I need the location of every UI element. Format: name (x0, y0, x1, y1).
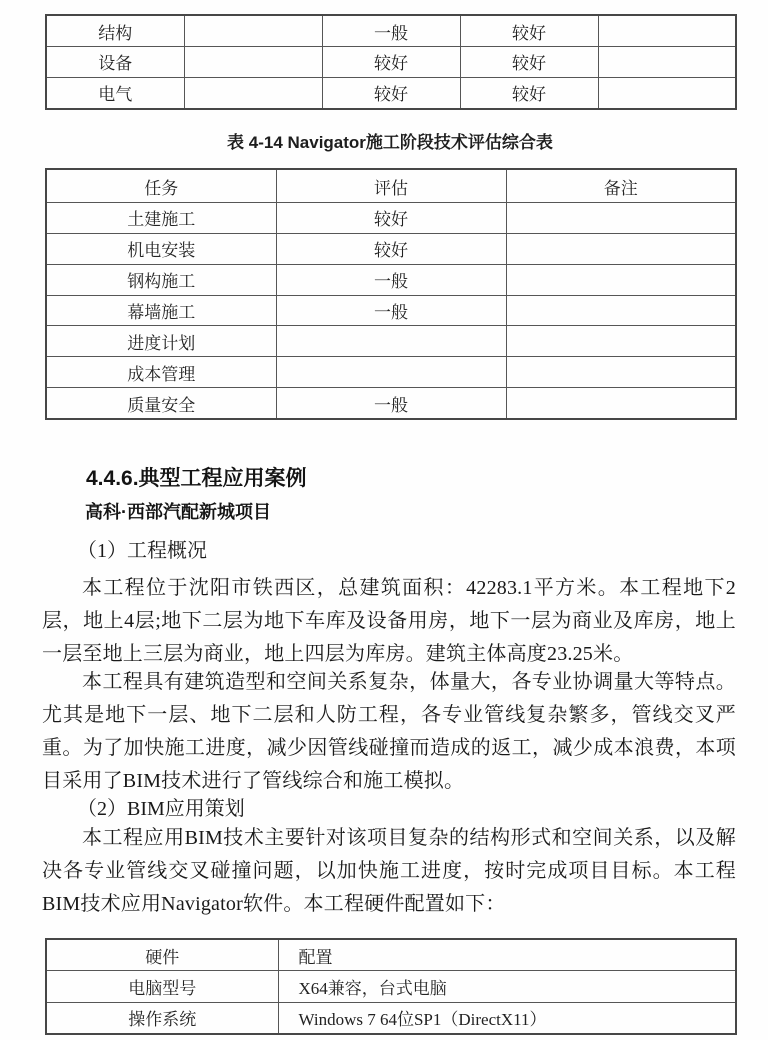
table-cell: 电气 (46, 77, 184, 109)
column-header: 配置 (278, 939, 736, 971)
section-heading: 4.4.6.典型工程应用案例 (86, 467, 307, 490)
table-cell (506, 264, 736, 295)
table-cell: 土建施工 (46, 203, 276, 234)
table-cell: 较好 (322, 77, 460, 109)
table-cell: 成本管理 (46, 357, 276, 388)
table-cell: 电脑型号 (46, 971, 278, 1002)
table-header-row (46, 169, 736, 203)
table-row (46, 388, 736, 419)
subsection-2-heading: （2）BIM应用策划 (77, 798, 245, 820)
table-cell: 较好 (460, 15, 598, 47)
paragraph-bim-planning: 本工程应用BIM技术主要针对该项目复杂的结构形式和空间关系，以及解决各专业管线交叉碰撞问题，以加快施工进度，按时完成项目目标。本工程BIM技术应用Navigator软件。本工程硬件配置如下： (42, 827, 736, 915)
table-cell: 较好 (276, 233, 506, 264)
table-cell (598, 47, 736, 78)
paragraph-project-overview-2: 本工程具有建筑造型和空间关系复杂，体量大，各专业协调量大等特点。尤其是地下一层、地下二层和人防工程，各专业管线复杂繁多，管线交叉严重。为了加快施工进度，减少因管线碰撞而造成的返工，减少成本浪费，本项目采用了BIM技术进行了管线综合和施工模拟。 (42, 671, 736, 792)
table-cell (598, 77, 736, 109)
table-row (46, 264, 736, 295)
table-row (46, 295, 736, 326)
column-header: 评估 (276, 169, 506, 203)
table-row (46, 357, 736, 388)
table-cell: 质量安全 (46, 388, 276, 419)
table-cell (506, 295, 736, 326)
column-header: 任务 (46, 169, 276, 203)
navigator-eval-table (45, 168, 737, 420)
table-cell: 一般 (276, 295, 506, 326)
table-cell (184, 47, 322, 78)
table-cell: 一般 (276, 264, 506, 295)
table-cell: 进度计划 (46, 326, 276, 357)
table-row (46, 233, 736, 264)
discipline-eval-table (45, 14, 737, 110)
table-cell (506, 388, 736, 419)
table-row (46, 47, 736, 78)
table-cell: 较好 (322, 47, 460, 78)
hardware-config-table (45, 938, 737, 1035)
table-cell (276, 326, 506, 357)
table-cell: 设备 (46, 47, 184, 78)
column-header: 备注 (506, 169, 736, 203)
subsection-1-heading: （1）工程概况 (77, 540, 207, 562)
table-cell (506, 326, 736, 357)
table-cell: 一般 (322, 15, 460, 47)
project-heading: 高科·西部汽配新城项目 (85, 502, 271, 522)
table-cell: 较好 (460, 47, 598, 78)
table-cell: X64兼容，台式电脑 (278, 971, 736, 1002)
column-header: 硬件 (46, 939, 278, 971)
table-cell: 较好 (276, 203, 506, 234)
table-caption: 表 4-14 Navigator施工阶段技术评估综合表 (227, 133, 553, 152)
table-cell (276, 357, 506, 388)
table-cell (184, 15, 322, 47)
table-row (46, 1002, 736, 1034)
table-cell (598, 15, 736, 47)
table-cell (506, 357, 736, 388)
table-cell (506, 203, 736, 234)
paragraph-project-overview-1: 本工程位于沈阳市铁西区，总建筑面积：42283.1平方米。本工程地下2层，地上4层;地下二层为地下车库及设备用房，地下一层为商业及库房，地上一层至地上三层为商业，地上四层为库房。建筑主体高度23.25米。 (42, 577, 736, 665)
table-cell (184, 77, 322, 109)
table-cell: 较好 (460, 77, 598, 109)
table-row (46, 15, 736, 47)
table-cell: 操作系统 (46, 1002, 278, 1034)
table-cell: 结构 (46, 15, 184, 47)
table-cell: 一般 (276, 388, 506, 419)
table-cell: 幕墙施工 (46, 295, 276, 326)
table-row (46, 971, 736, 1002)
table-cell (506, 233, 736, 264)
table-cell: Windows 7 64位SP1（DirectX11） (278, 1002, 736, 1034)
table-header-row (46, 939, 736, 971)
table-row (46, 203, 736, 234)
table-cell: 钢构施工 (46, 264, 276, 295)
table-cell: 机电安装 (46, 233, 276, 264)
table-row (46, 326, 736, 357)
table-row (46, 77, 736, 109)
